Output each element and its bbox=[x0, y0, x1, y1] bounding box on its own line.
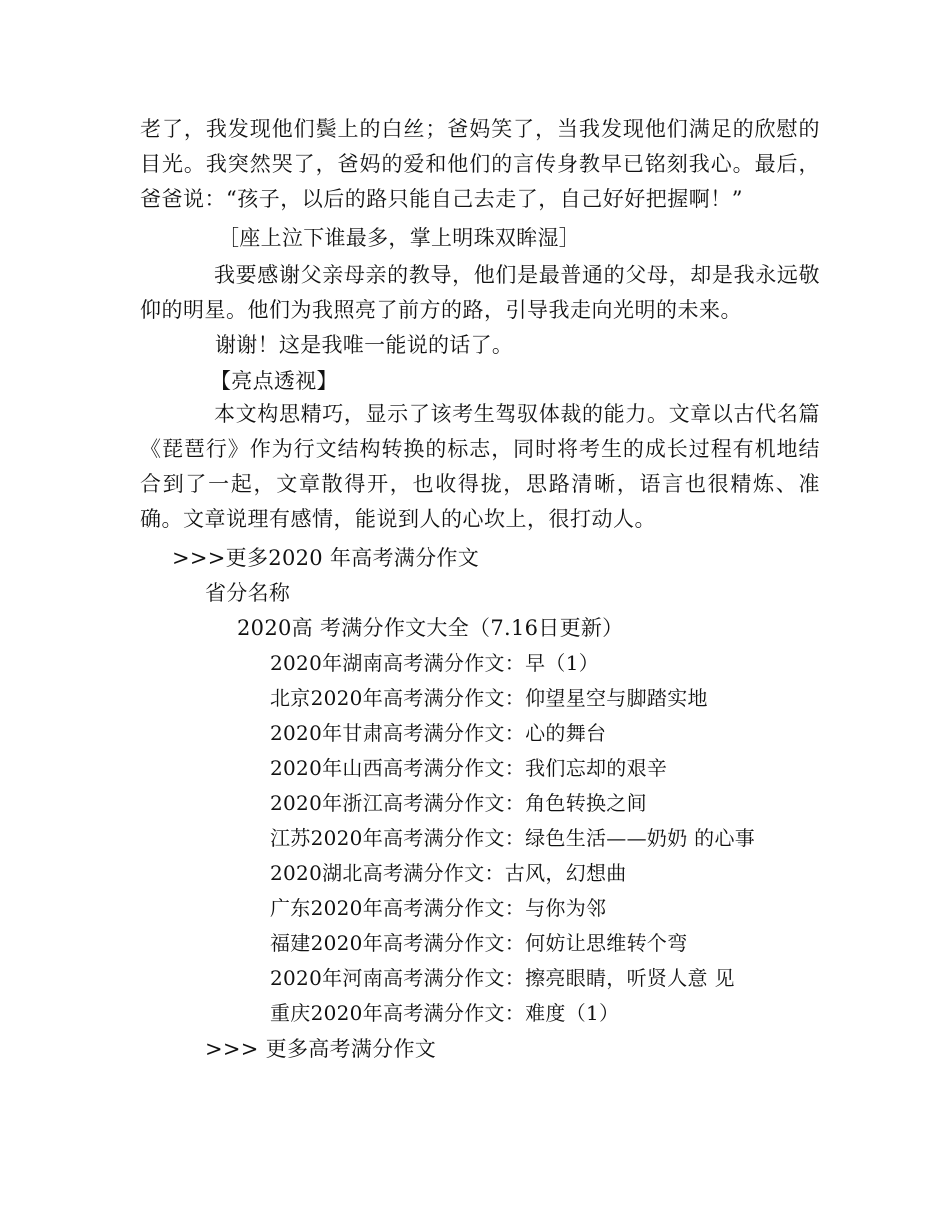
more-essays-2020-link[interactable]: >>>更多2020 年高考满分作文 bbox=[172, 546, 480, 570]
essay-paragraph-1: 老了，我发现他们鬓上的白丝；爸妈笑了，当我发现他们满足的欣慰的目光。我突然哭了，爸妈的爱和他们的言传身教早已铭刻我心。最后，爸爸说：“孩子，以后的路只能自己去走了，自己好好把握啊！” bbox=[140, 117, 820, 211]
essay-link-chongqing[interactable]: 重庆2020年高考满分作文：难度（1） bbox=[270, 1001, 620, 1025]
essay-link-hunan[interactable]: 2020年湖南高考满分作文：早（1） bbox=[270, 651, 600, 675]
essay-link-jiangsu[interactable]: 江苏2020年高考满分作文：绿色生活——奶奶 的心事 bbox=[270, 826, 756, 850]
essay-link-zhejiang[interactable]: 2020年浙江高考满分作文：角色转换之间 bbox=[270, 791, 647, 815]
poem-quote: ［座上泣下谁最多，掌上明珠双眸湿］ bbox=[218, 226, 581, 250]
essay-link-hubei[interactable]: 2020湖北高考满分作文：古风，幻想曲 bbox=[270, 861, 627, 885]
thanks-line: 谢谢！这是我唯一能说的话了。 bbox=[215, 333, 514, 357]
collection-title-link[interactable]: 2020高 考满分作文大全（7.16日更新） bbox=[237, 616, 624, 640]
highlight-paragraph: 本文构思精巧，显示了该考生驾驭体裁的能力。文章以古代名篇《琵琶行》作为行文结构转换的标志，同时将考生的成长过程有机地结合到了一起，文章散得开，也收得拢，思路清晰，语言也很精炼、准确。文章说理有感情，能说到人的心坎上，很打动人。 bbox=[140, 402, 820, 531]
essay-link-henan[interactable]: 2020年河南高考满分作文：擦亮眼睛，听贤人意 见 bbox=[270, 966, 735, 990]
essay-link-beijing[interactable]: 北京2020年高考满分作文：仰望星空与脚踏实地 bbox=[270, 686, 708, 710]
essay-paragraph-2: 我要感谢父亲母亲的教导，他们是最普通的父母，却是我永远敬仰的明星。他们为我照亮了前方的路，引导我走向光明的未来。 bbox=[140, 263, 820, 322]
essay-link-shanxi[interactable]: 2020年山西高考满分作文：我们忘却的艰辛 bbox=[270, 756, 668, 780]
essay-link-fujian[interactable]: 福建2020年高考满分作文：何妨让思维转个弯 bbox=[270, 931, 688, 955]
essay-link-guangdong[interactable]: 广东2020年高考满分作文：与你为邻 bbox=[270, 896, 607, 920]
highlight-heading: 【亮点透视】 bbox=[210, 369, 338, 393]
essay-link-gansu[interactable]: 2020年甘肃高考满分作文：心的舞台 bbox=[270, 721, 607, 745]
more-essays-link[interactable]: >>> 更多高考满分作文 bbox=[205, 1037, 437, 1061]
province-label: 省分名称 bbox=[205, 581, 291, 605]
